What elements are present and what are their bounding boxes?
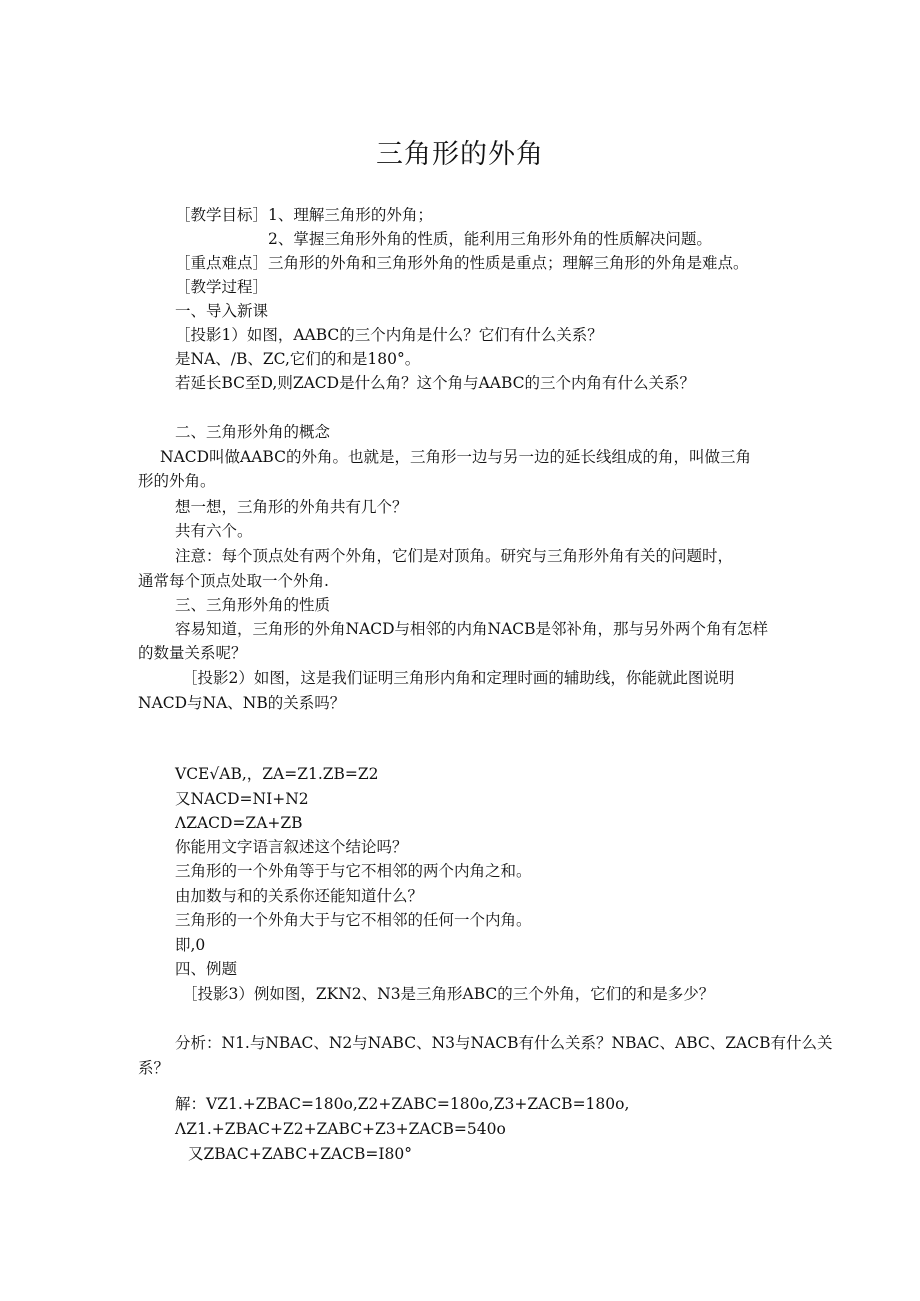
solution-line: ΛZ1.+ZBAC+Z2+ZABC+Z3+ZACB=540o — [175, 1120, 506, 1138]
teaching-process-heading: ［教学过程］ — [175, 278, 269, 296]
paragraph-line: 若延长BC至D,则ZACD是什么角？这个角与AABC的三个内角有什么关系？ — [175, 374, 696, 392]
proof-line: ΛZACD=ZA+ZB — [175, 814, 303, 832]
paragraph-line: 形的外角。 — [138, 472, 216, 490]
paragraph-line: 即,0 — [175, 936, 206, 954]
solution-line: 解：VZ1.+ZBAC=180o,Z2+ZABC=180o,Z3+ZACB=180o, — [175, 1095, 630, 1113]
teaching-goal-1: ［教学目标］1、理解三角形的外角； — [175, 206, 433, 224]
paragraph-line: 想一想，三角形的外角共有几个？ — [175, 498, 408, 516]
paragraph-line: 系？ — [138, 1059, 170, 1077]
key-points: ［重点难点］三角形的外角和三角形外角的性质是重点；理解三角形的外角是难点。 — [175, 254, 749, 272]
paragraph-line: 由加数与和的关系你还能知道什么？ — [175, 887, 424, 905]
paragraph-line: ［投影3）例如图，ZKN2、N3是三角形ABC的三个外角，它们的和是多少？ — [182, 985, 715, 1003]
paragraph-line: 通常每个顶点处取一个外角. — [138, 572, 329, 590]
paragraph-line: 是NA、/B、ZC,它们的和是180°。 — [175, 350, 421, 368]
solution-line: 又ZBAC+ZABC+ZACB=I80° — [188, 1145, 412, 1163]
paragraph-line: NACD叫做AABC的外角。也就是，三角形一边与另一边的延长线组成的角，叫做三角 — [160, 448, 751, 466]
paragraph-line: ［投影1）如图，AABC的三个内角是什么？它们有什么关系？ — [175, 326, 603, 344]
paragraph-line: 分析：N1.与NBAC、N2与NABC、N3与NACB有什么关系？NBAC、ABC、ZACB有什么关 — [175, 1034, 833, 1052]
section-heading: 一、导入新课 — [175, 302, 269, 320]
paragraph-line: 三角形的一个外角大于与它不相邻的任何一个内角。 — [175, 911, 532, 929]
section-heading: 二、三角形外角的概念 — [175, 423, 331, 441]
paragraph-line: 容易知道，三角形的外角NACD与相邻的内角NACB是邻补角，那与另外两个角有怎样 — [175, 620, 769, 638]
section-heading: 三、三角形外角的性质 — [175, 596, 331, 614]
paragraph-line: 的数量关系呢？ — [138, 644, 247, 662]
paragraph-line: 三角形的一个外角等于与它不相邻的两个内角之和。 — [175, 862, 532, 880]
paragraph-line: 你能用文字语言叙述这个结论吗？ — [175, 838, 408, 856]
paragraph-line: ［投影2）如图，这是我们证明三角形内角和定理时画的辅助线，你能就此图说明 — [182, 669, 735, 687]
paragraph-line: 注意：每个顶点处有两个外角，它们是对顶角。研究与三角形外角有关的问题时， — [175, 547, 734, 565]
paragraph-line: 共有六个。 — [175, 522, 253, 540]
teaching-goal-2: 2、掌握三角形外角的性质，能利用三角形外角的性质解决问题。 — [268, 230, 712, 248]
proof-line: VCE√AB,，ZA=Z1.ZB=Z2 — [175, 765, 379, 783]
page-title: 三角形的外角 — [376, 139, 544, 170]
section-heading: 四、例题 — [175, 960, 238, 978]
proof-line: 又NACD=NI+N2 — [175, 790, 309, 808]
paragraph-line: NACD与NA、NB的关系吗？ — [138, 694, 346, 712]
